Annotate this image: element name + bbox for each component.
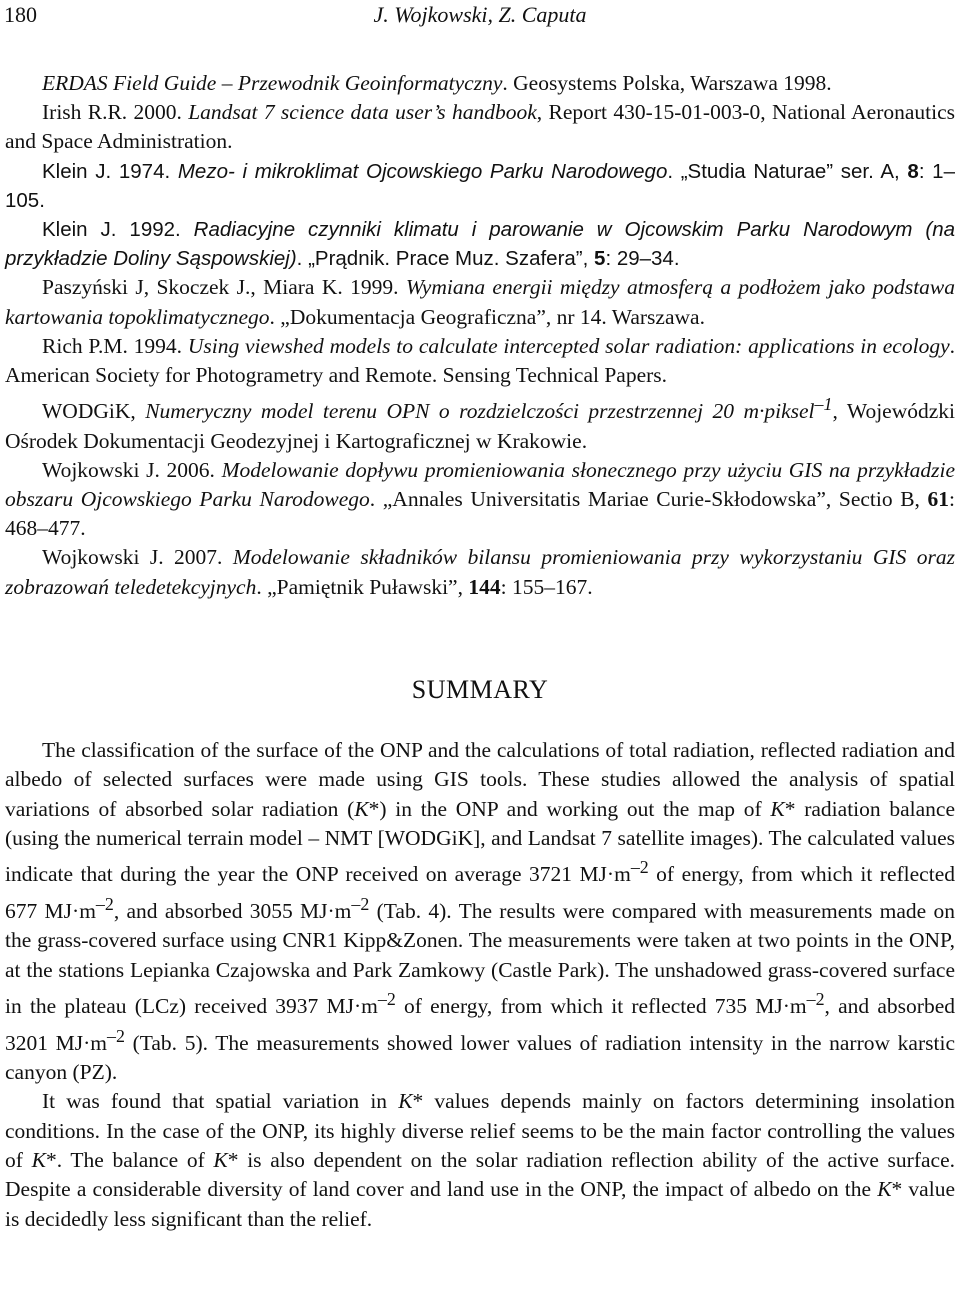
reference-item: Wojkowski J. 2007. Modelowanie składników bilansu promieniowania przy wykorzystaniu GIS oraz zobrazowań teledetekcyjnych. „Pamiętnik Puławski”, 144: 155–167. (5, 545, 955, 599)
reference-item: ERDAS Field Guide – Przewodnik Geoinformatyczny. Geosystems Polska, Warszawa 1998. (42, 71, 832, 95)
reference-item: Klein J. 1992. Radiacyjne czynniki klimatu i parowanie w Ojcowskim Parku Narodowym (na przykładzie Doliny Sąspowskiej). „Prądnik. Prace Muz. Szafera”, 5: 29–34. (5, 218, 956, 271)
page-number: 180 (4, 2, 37, 27)
summary-heading: SUMMARY (411, 675, 549, 704)
reference-item: Wojkowski J. 2006. Modelowanie dopływu promieniowania słonecznego przy użyciu GIS na przykładzie obszaru Ojcowskiego Parku Narodowego. „Annales Universitatis Mariae Curie-Skłodowska”, Sectio B, 61: 468–477. (5, 457, 956, 541)
summary-body (5, 736, 955, 1234)
reference-item: Rich P.M. 1994. Using viewshed models to calculate intercepted solar radiation: applications in ecology. American Society for Photogrametry and Remote. Sensing Technical Papers. (5, 333, 955, 388)
references-list (5, 69, 955, 602)
page-header (4, 0, 956, 30)
reference-item: WODGiK, Numeryczny model terenu OPN o rozdzielczości przestrzennej 20 m·piksel$^{-1}$, Wojewódzki Ośrodek Dokumentacji Geodezyjnej i Kartograficznej w Krakowie. (5, 394, 956, 453)
reference-item: Klein J. 1974. Mezo- i mikroklimat Ojcowskiego Parku Narodowego. „Studia Naturae” ser. A, 8: 1–105. (5, 159, 955, 212)
summary-paragraph: The classification of the surface of the ONP and the calculations of total radiation, reflected radiation and albedo of selected surfaces were made using GIS tools. These studies allowed the analysis of spatial variations of absorbed solar radiation (K*) in the ONP and working out the map of K* radiation balance (using the numerical terrain model – NMT [WODGiK], and Landsat 7 satellite images). The calculated values indicate that during the year the ONP received on average 3721 $MJ\cdot m^{-2}$ of energy, from which it reflected 677 $MJ\cdot m^{-2}$, and absorbed 3055 $MJ\cdot m^{-2}$ (Tab. 4). The results were compared with measurements made on the grass-covered surface using CNR1 Kipp&Zonen. The measurements were taken at two points in the ONP, at the stations Lepianka Czajowska and Park Zamkowy (Castle Park). The unshadowed grass-covered surface in the plateau (LCz) received 3937 $MJ\cdot m^{-2}$ of energy, from which it reflected 735 $MJ\cdot m^{-2}$, and absorbed 3201 $MJ\cdot m^{-2}$ (Tab. 5). The measurements showed lower values of radiation intensity in the narrow karstic canyon (PZ). (5, 738, 956, 1085)
reference-item: Paszyński J, Skoczek J., Miara K. 1999. Wymiana energii między atmosferą a podłożem jako podstawa kartowania topoklimatycznego. „Dokumentacja Geograficzna”, nr 14. Warszawa. (5, 275, 956, 329)
running-head-authors: J. Wojkowski, Z. Caputa (373, 2, 587, 27)
summary-paragraph: It was found that spatial variation in K* values depends mainly on factors determining insolation conditions. In the case of the ONP, its highly diverse relief seems to be the main factor controlling the values of K*. The balance of K* is also dependent on the solar radiation reflection ability of the active surface. Despite a considerable diversity of land cover and land use in the ONP, the impact of albedo on the K* value is decidedly less significant than the relief. (5, 1089, 956, 1231)
reference-item: Irish R.R. 2000. Landsat 7 science data user’s handbook, Report 430-15-01-003-0, National Aeronautics and Space Administration. (5, 100, 956, 154)
